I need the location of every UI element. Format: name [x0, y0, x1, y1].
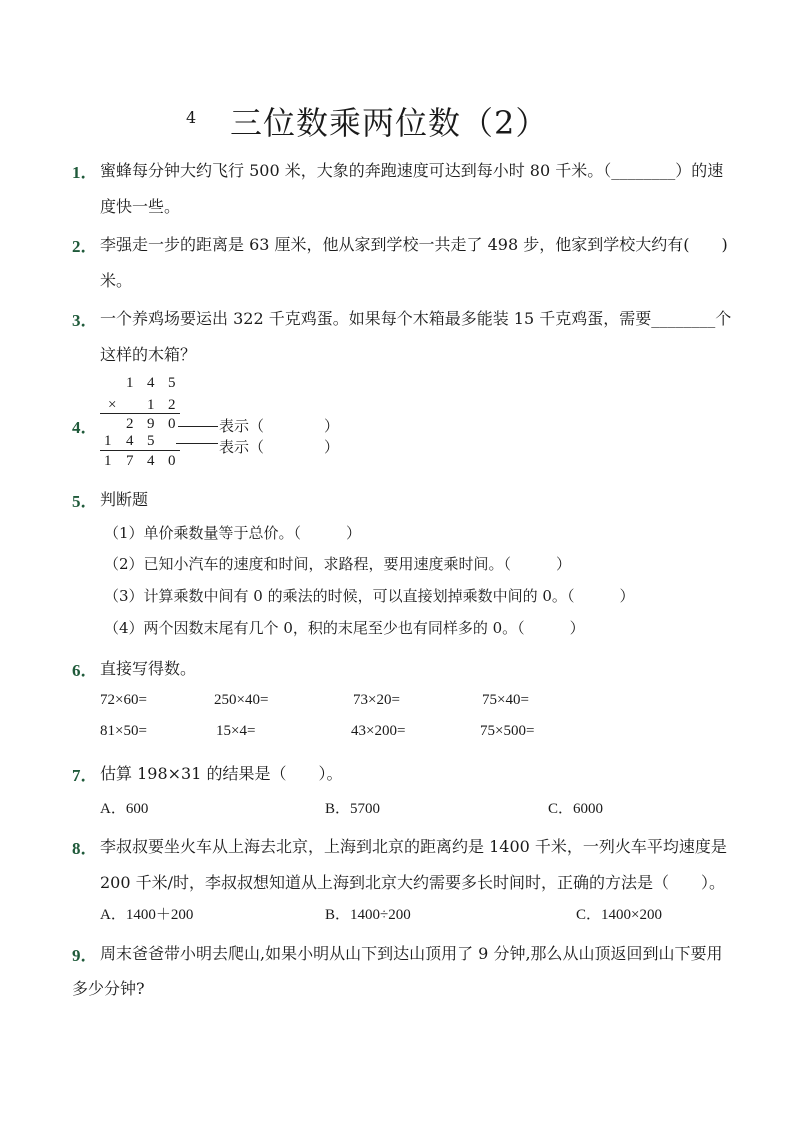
- question-8-number: 8．: [72, 839, 98, 858]
- option-b: B．5700: [325, 801, 381, 817]
- times-sign: ×: [108, 397, 117, 413]
- digit: 1: [126, 375, 134, 391]
- calc-item: 81×50=: [100, 723, 147, 739]
- question-8-line-1: 李叔叔要坐火车从上海去北京，上海到北京的距离约是 1400 千米，一列火车平均速度是: [100, 837, 727, 856]
- question-5-title: 判断题: [100, 490, 149, 509]
- calc-item: 72×60=: [100, 692, 147, 708]
- digit: 9: [147, 416, 155, 432]
- page-title: 三位数乘两位数（2）: [230, 104, 549, 142]
- question-9-number: 9．: [72, 946, 98, 965]
- question-1-line-1: 蜜蜂每分钟大约飞行 500 米，大象的奔跑速度可达到每小时 80 千米。（________）的速: [100, 161, 724, 180]
- option-c: C．6000: [548, 801, 604, 817]
- digit: 4: [147, 375, 155, 391]
- question-2-line-1: 李强走一步的距离是 63 厘米，他从家到学校一共走了 498 步，他家到学校大约有( ): [100, 235, 728, 254]
- digit: 2: [126, 416, 134, 432]
- pointer-line: [176, 443, 218, 444]
- option-b: B．1400÷200: [325, 907, 411, 923]
- question-5-number: 5．: [72, 492, 98, 511]
- title-number: 4: [186, 108, 197, 127]
- digit: 1: [147, 397, 155, 413]
- question-2-number: 2．: [72, 237, 98, 256]
- digit: 0: [168, 416, 176, 432]
- question-2-line-2: 米。: [100, 271, 133, 290]
- calc-item: 75×500=: [480, 723, 535, 739]
- question-4-number: 4．: [72, 418, 98, 437]
- meaning-label-1: 表示（ ）: [219, 417, 340, 435]
- digit: 5: [168, 375, 176, 391]
- judgement-item-3: （3）计算乘数中间有 0 的乘法的时候，可以直接划掉乘数中间的 0。（ ）: [104, 587, 635, 605]
- digit: 0: [168, 453, 176, 469]
- judgement-item-2: （2）已知小汽车的速度和时间，求路程，要用速度乘时间。（ ）: [104, 555, 572, 573]
- digit: 7: [126, 453, 134, 469]
- question-6-number: 6．: [72, 661, 98, 680]
- calc-item: 15×4=: [216, 723, 256, 739]
- option-c: C．1400×200: [576, 907, 662, 923]
- question-1-number: 1．: [72, 163, 98, 182]
- question-8-line-2: 200 千米/时，李叔叔想知道从上海到北京大约需要多长时间时，正确的方法是（ ）。: [100, 873, 726, 892]
- question-9-line-1: 周末爸爸带小明去爬山,如果小明从山下到达山顶用了 9 分钟,那么从山顶返回到山下要用: [100, 944, 723, 963]
- rule-line: [100, 413, 180, 414]
- rule-line: [100, 450, 180, 451]
- digit: 4: [147, 453, 155, 469]
- question-3-number: 3．: [72, 311, 98, 330]
- digit: 1: [104, 433, 112, 449]
- digit: 1: [104, 453, 112, 469]
- question-9-line-2: 多少分钟?: [72, 979, 145, 998]
- calc-item: 250×40=: [214, 692, 269, 708]
- question-1-line-2: 度快一些。: [100, 197, 181, 216]
- judgement-item-4: （4）两个因数末尾有几个 0，积的末尾至少也有同样多的 0。（ ）: [104, 619, 585, 637]
- option-a: A．1400＋200: [100, 907, 194, 923]
- question-6-title: 直接写得数。: [100, 659, 197, 678]
- meaning-label-2: 表示（ ）: [219, 438, 340, 456]
- calc-item: 75×40=: [482, 692, 529, 708]
- question-7-number: 7．: [72, 766, 98, 785]
- digit: 2: [168, 397, 176, 413]
- digit: 5: [147, 433, 155, 449]
- digit: 4: [126, 433, 134, 449]
- calc-item: 43×200=: [351, 723, 406, 739]
- question-3-line-2: 这样的木箱？: [100, 345, 197, 364]
- calc-item: 73×20=: [353, 692, 400, 708]
- pointer-line: [178, 426, 218, 427]
- question-7-text: 估算 198×31 的结果是（ ）。: [100, 764, 343, 783]
- judgement-item-1: （1）单价乘数量等于总价。（ ）: [104, 524, 362, 542]
- question-3-line-1: 一个养鸡场要运出 322 千克鸡蛋。如果每个木箱最多能装 15 千克鸡蛋，需要________个: [100, 309, 732, 328]
- option-a: A．600: [100, 801, 149, 817]
